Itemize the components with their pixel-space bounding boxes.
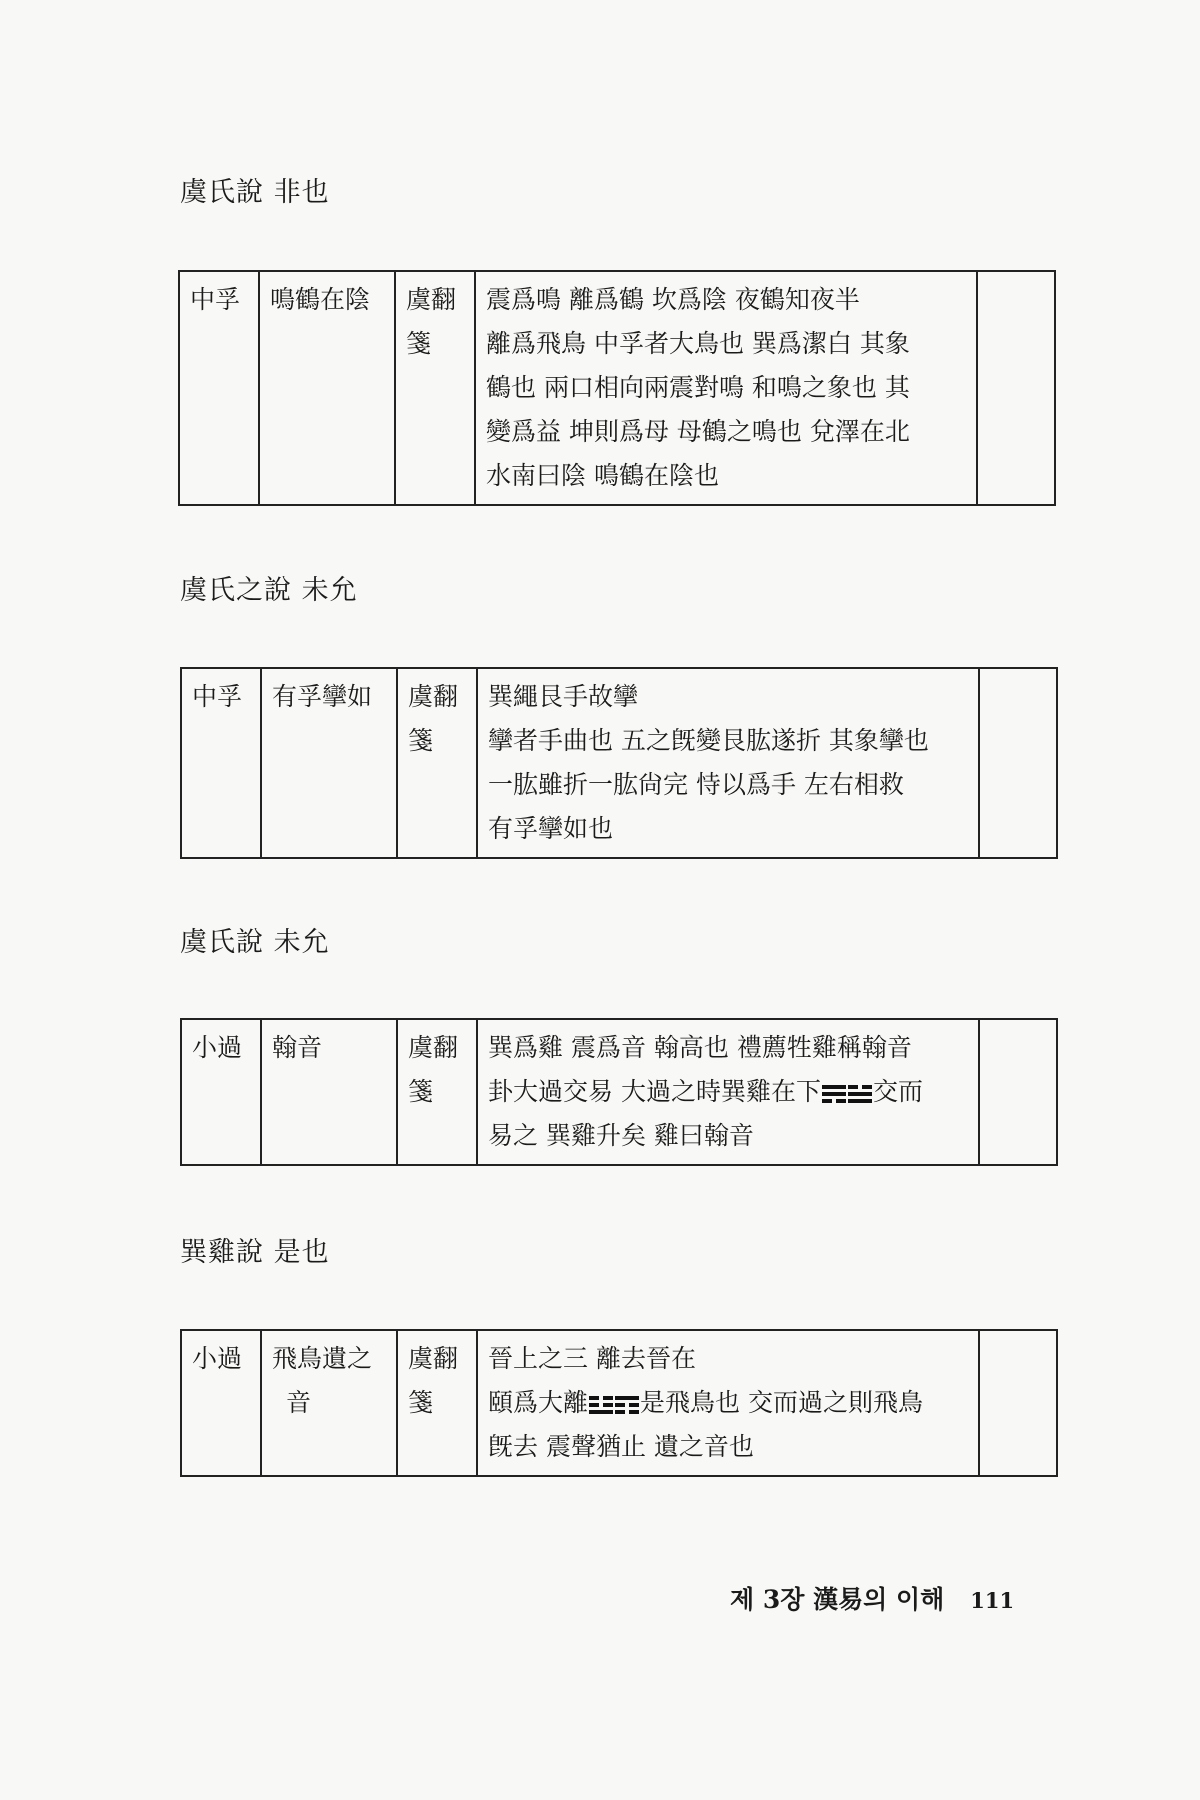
source-line: 虞翻	[406, 285, 457, 314]
trigram-dui-icon	[848, 1084, 872, 1104]
section-heading: 巽雞說 是也	[180, 1237, 330, 1268]
commentary-line: 巽爲雞 震爲音 翰高也 禮薦牲雞稱翰音	[488, 1033, 912, 1062]
phrase-line: 有孚攣如	[272, 682, 373, 711]
commentary-line: 巽繩艮手故攣	[488, 682, 639, 711]
phrase-line: 鳴鶴在陰	[270, 285, 371, 314]
source-line: 虞翻	[408, 682, 459, 711]
commentary-line	[488, 1070, 968, 1114]
commentary-line: 旣去 震聲猶止 遺之音也	[488, 1432, 754, 1461]
phrase-line: 飛鳥遺之	[272, 1344, 373, 1373]
commentary-cell	[477, 668, 979, 858]
source-line: 虞翻	[408, 1344, 459, 1373]
source-line: 箋	[408, 1077, 434, 1106]
phrase-line: 翰音	[272, 1033, 323, 1062]
empty-cell	[977, 271, 1055, 505]
section-heading: 虞氏之說 未允	[180, 575, 358, 606]
annotation-table	[180, 1018, 1058, 1166]
phrase-line: 音	[286, 1388, 312, 1417]
phrase-cell	[259, 271, 395, 505]
empty-cell	[979, 668, 1057, 858]
commentary-line: 鶴也 兩口相向兩震對鳴 和鳴之象也 其	[486, 373, 910, 402]
hexagram-cell: 中孚	[181, 668, 261, 858]
commentary-line: 變爲益 坤則爲母 母鶴之鳴也 兌澤在北	[486, 417, 910, 446]
table-row	[179, 271, 1055, 505]
source-line: 箋	[406, 329, 432, 358]
trigram-xun-icon	[822, 1084, 846, 1104]
source-line: 箋	[408, 726, 434, 755]
empty-cell	[979, 1330, 1057, 1476]
commentary-cell	[477, 1019, 979, 1165]
hexagram-cell: 中孚	[179, 271, 259, 505]
phrase-cell	[261, 668, 397, 858]
commentary-line: 有孚攣如也	[488, 814, 614, 843]
commentary-text: 是飛鳥也 交而過之則飛鳥	[640, 1388, 923, 1417]
source-line: 虞翻	[408, 1033, 459, 1062]
phrase-cell	[261, 1019, 397, 1165]
commentary-line: 一肱雖折一肱尙完 恃以爲手 左右相救	[488, 770, 904, 799]
commentary-line: 攣者手曲也 五之旣變艮肱遂折 其象攣也	[488, 726, 929, 755]
commentary-line: 易之 巽雞升矣 雞曰翰音	[488, 1121, 754, 1150]
trigram-gen-icon	[615, 1395, 639, 1415]
commentary-line: 晉上之三 離去晉在	[488, 1344, 696, 1373]
source-cell	[395, 271, 475, 505]
annotation-table	[180, 667, 1058, 859]
commentary-cell	[475, 271, 977, 505]
empty-cell	[979, 1019, 1057, 1165]
commentary-text: 交而	[872, 1077, 923, 1106]
hexagram-cell: 小過	[181, 1019, 261, 1165]
section-heading: 虞氏說 非也	[180, 177, 330, 208]
source-cell	[397, 1019, 477, 1165]
source-cell	[397, 1330, 477, 1476]
source-line: 箋	[408, 1388, 434, 1417]
commentary-line	[488, 1381, 968, 1425]
page-footer	[730, 1580, 1014, 1616]
phrase-cell	[261, 1330, 397, 1476]
section-heading: 虞氏說 未允	[180, 927, 330, 958]
table-row	[181, 1330, 1057, 1476]
annotation-table	[178, 270, 1056, 506]
hexagram-cell: 小過	[181, 1330, 261, 1476]
commentary-line: 水南曰陰 鳴鶴在陰也	[486, 461, 719, 490]
chapter-title: 제 3장 漢易의 이해	[730, 1585, 945, 1614]
annotation-table	[180, 1329, 1058, 1477]
table-row	[181, 1019, 1057, 1165]
commentary-text: 卦大過交易 大過之時巽雞在下	[488, 1077, 821, 1106]
trigram-zhen-icon	[589, 1395, 613, 1415]
table-row	[181, 668, 1057, 858]
commentary-text: 頤爲大離	[488, 1388, 589, 1417]
commentary-line: 震爲鳴 離爲鶴 坎爲陰 夜鶴知夜半	[486, 285, 860, 314]
commentary-line: 離爲飛鳥 中孚者大鳥也 巽爲潔白 其象	[486, 329, 910, 358]
page-number: 111	[970, 1588, 1015, 1613]
commentary-cell	[477, 1330, 979, 1476]
source-cell	[397, 668, 477, 858]
